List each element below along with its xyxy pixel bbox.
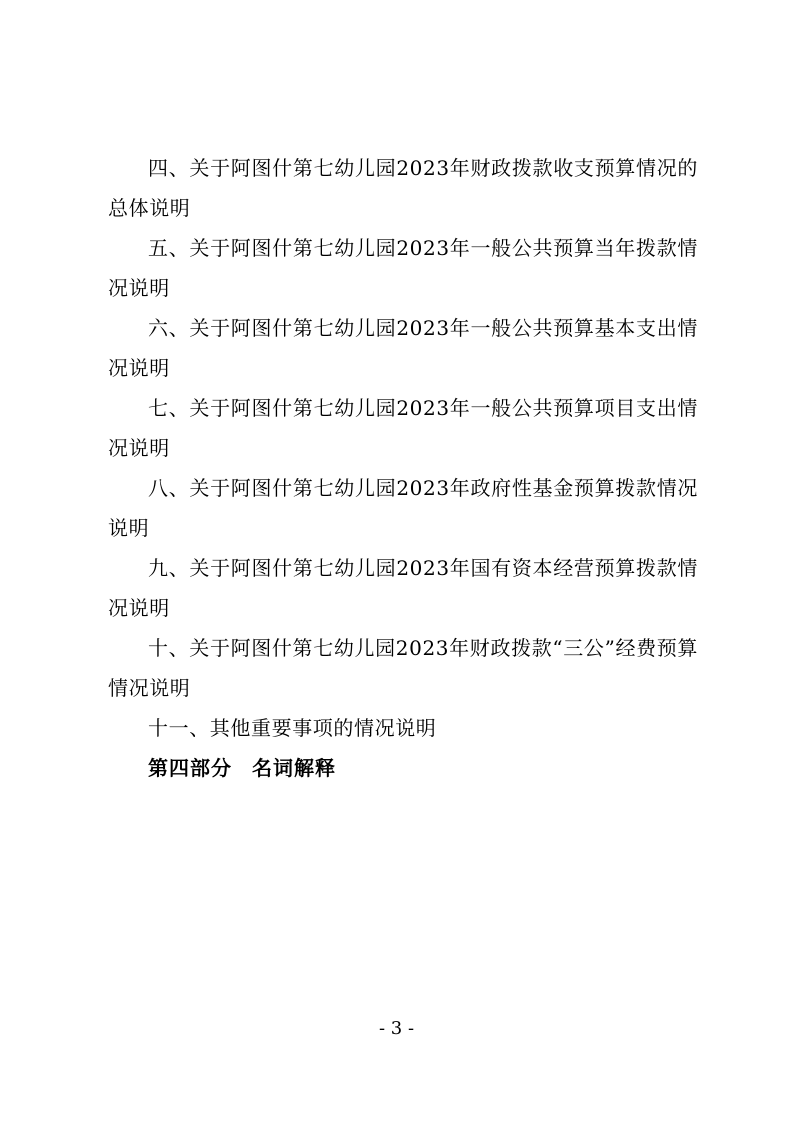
toc-item-6: 六、关于阿图什第七幼儿园2023年一般公共预算基本支出情况说明: [108, 316, 698, 380]
section-heading: [108, 748, 698, 788]
toc-item-10: 十、关于阿图什第七幼儿园2023年财政拨款“三公”经费预算情况说明: [108, 636, 698, 700]
toc-item-8: 八、关于阿图什第七幼儿园2023年政府性基金预算拨款情况说明: [108, 476, 698, 540]
page-number: - 3 -: [378, 1018, 415, 1039]
toc-item-9: 九、关于阿图什第七幼儿园2023年国有资本经营预算拨款情况说明: [108, 556, 698, 620]
document-body: [108, 148, 698, 788]
toc-item-11: 十一、其他重要事项的情况说明: [148, 716, 437, 740]
toc-item-7: 七、关于阿图什第七幼儿园2023年一般公共预算项目支出情况说明: [108, 396, 698, 460]
section-part: 第四部分: [148, 756, 232, 780]
toc-item-4: 四、关于阿图什第七幼儿园2023年财政拨款收支预算情况的总体说明: [108, 156, 698, 220]
toc-item-5: 五、关于阿图什第七幼儿园2023年一般公共预算当年拨款情况说明: [108, 236, 698, 300]
section-title: 名词解释: [252, 756, 336, 780]
